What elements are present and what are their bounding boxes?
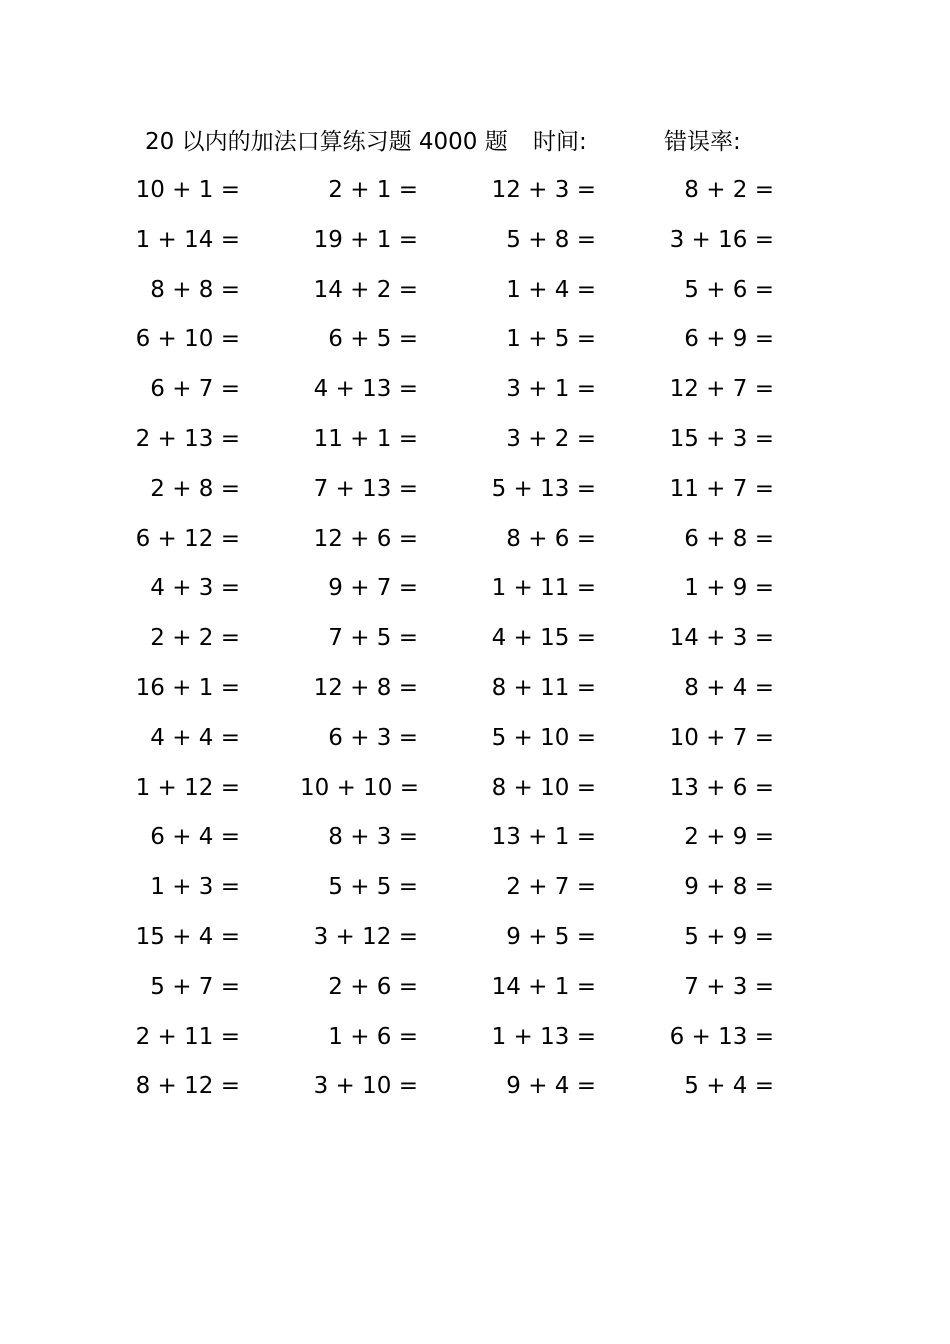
problem-item: 1 + 9 = <box>684 575 774 602</box>
problem-item: 5 + 9 = <box>684 923 774 950</box>
problem-item: 10 + 10 = <box>300 774 420 801</box>
problem-item: 16 + 1 = <box>135 674 240 701</box>
problem-item: 4 + 3 = <box>150 575 240 602</box>
problem-item: 2 + 1 = <box>328 177 418 203</box>
problem-row <box>0 469 950 519</box>
problem-item: 3 + 10 = <box>313 1073 418 1100</box>
problem-item: 6 + 4 = <box>150 824 240 851</box>
problem-item: 7 + 5 = <box>328 625 418 652</box>
problem-item: 8 + 4 = <box>684 674 774 701</box>
problem-item: 2 + 9 = <box>684 824 774 851</box>
problem-row <box>0 369 950 419</box>
problem-item: 11 + 7 = <box>669 475 774 502</box>
problem-item: 8 + 11 = <box>491 674 596 701</box>
problem-item: 6 + 3 = <box>328 724 418 751</box>
problem-row <box>0 768 950 818</box>
problem-item: 15 + 4 = <box>135 923 240 950</box>
problem-item: 6 + 5 = <box>328 326 418 353</box>
problem-item: 2 + 2 = <box>150 625 240 652</box>
problem-item: 6 + 8 = <box>684 525 774 552</box>
problem-item: 13 + 1 = <box>491 824 596 851</box>
problem-item: 1 + 11 = <box>491 575 596 602</box>
problem-row <box>0 1066 950 1116</box>
problem-item: 4 + 4 = <box>150 724 240 751</box>
problem-item: 8 + 8 = <box>150 276 240 303</box>
problem-item: 14 + 3 = <box>669 625 774 652</box>
problem-row <box>0 618 950 668</box>
problem-item: 1 + 14 = <box>135 226 240 253</box>
problem-row <box>0 917 950 967</box>
problem-item: 2 + 6 = <box>328 973 418 1000</box>
problem-item: 6 + 13 = <box>669 1023 774 1050</box>
problem-item: 5 + 8 = <box>506 226 596 253</box>
problem-item: 3 + 2 = <box>506 425 596 452</box>
worksheet-title: 20 以内的加法口算练习题 4000 题 <box>145 129 508 155</box>
problem-item: 3 + 1 = <box>506 376 596 403</box>
problem-item: 5 + 6 = <box>684 276 774 303</box>
problem-item: 5 + 7 = <box>150 973 240 1000</box>
problem-item: 14 + 1 = <box>491 973 596 1000</box>
problem-row <box>0 668 950 718</box>
problem-item: 7 + 3 = <box>684 973 774 1000</box>
problem-item: 12 + 8 = <box>313 674 418 701</box>
problem-item: 1 + 13 = <box>491 1023 596 1050</box>
problem-row <box>0 220 950 270</box>
problem-item: 6 + 10 = <box>135 326 240 353</box>
problem-item: 5 + 13 = <box>491 475 596 502</box>
problem-item: 8 + 12 = <box>135 1073 240 1100</box>
problem-item: 11 + 1 = <box>313 425 418 452</box>
problem-item: 5 + 5 = <box>328 874 418 901</box>
problem-item: 9 + 8 = <box>684 874 774 901</box>
problem-item: 6 + 7 = <box>150 376 240 403</box>
problem-item: 3 + 12 = <box>313 923 418 950</box>
problem-item: 8 + 2 = <box>684 177 774 203</box>
problem-item: 12 + 3 = <box>491 177 596 203</box>
time-label: 时间: <box>533 129 587 155</box>
problem-item: 1 + 3 = <box>150 874 240 901</box>
problem-item: 2 + 13 = <box>135 425 240 452</box>
problem-item: 7 + 13 = <box>313 475 418 502</box>
problem-item: 2 + 7 = <box>506 874 596 901</box>
problem-item: 1 + 12 = <box>135 774 240 801</box>
problem-row <box>0 319 950 369</box>
problem-item: 8 + 6 = <box>506 525 596 552</box>
problem-item: 1 + 4 = <box>506 276 596 303</box>
problem-row <box>0 967 950 1017</box>
problem-item: 9 + 7 = <box>328 575 418 602</box>
problem-item: 15 + 3 = <box>669 425 774 452</box>
problem-item: 8 + 3 = <box>328 824 418 851</box>
problem-item: 12 + 6 = <box>313 525 418 552</box>
problem-item: 3 + 16 = <box>669 226 774 253</box>
problem-row <box>0 170 950 220</box>
problem-item: 2 + 11 = <box>135 1023 240 1050</box>
problem-grid <box>0 170 950 1116</box>
problem-row <box>0 817 950 867</box>
problem-row <box>0 270 950 320</box>
problem-row <box>0 867 950 917</box>
problem-row <box>0 419 950 469</box>
problem-item: 8 + 10 = <box>491 774 596 801</box>
problem-item: 5 + 10 = <box>491 724 596 751</box>
problem-item: 1 + 5 = <box>506 326 596 353</box>
problem-item: 9 + 4 = <box>506 1073 596 1100</box>
problem-item: 19 + 1 = <box>313 226 418 253</box>
error-rate-label: 错误率: <box>664 129 741 155</box>
problem-item: 1 + 6 = <box>328 1023 418 1050</box>
problem-item: 13 + 6 = <box>669 774 774 801</box>
problem-item: 6 + 12 = <box>135 525 240 552</box>
problem-item: 10 + 1 = <box>135 177 240 203</box>
problem-item: 2 + 8 = <box>150 475 240 502</box>
problem-item: 6 + 9 = <box>684 326 774 353</box>
problem-row <box>0 718 950 768</box>
problem-item: 5 + 4 = <box>684 1073 774 1100</box>
problem-item: 12 + 7 = <box>669 376 774 403</box>
problem-item: 14 + 2 = <box>313 276 418 303</box>
problem-item: 9 + 5 = <box>506 923 596 950</box>
problem-row <box>0 568 950 618</box>
problem-row <box>0 519 950 569</box>
problem-item: 4 + 15 = <box>491 625 596 652</box>
problem-row <box>0 1017 950 1067</box>
problem-item: 4 + 13 = <box>313 376 418 403</box>
problem-item: 10 + 7 = <box>669 724 774 751</box>
worksheet-header <box>0 124 950 160</box>
